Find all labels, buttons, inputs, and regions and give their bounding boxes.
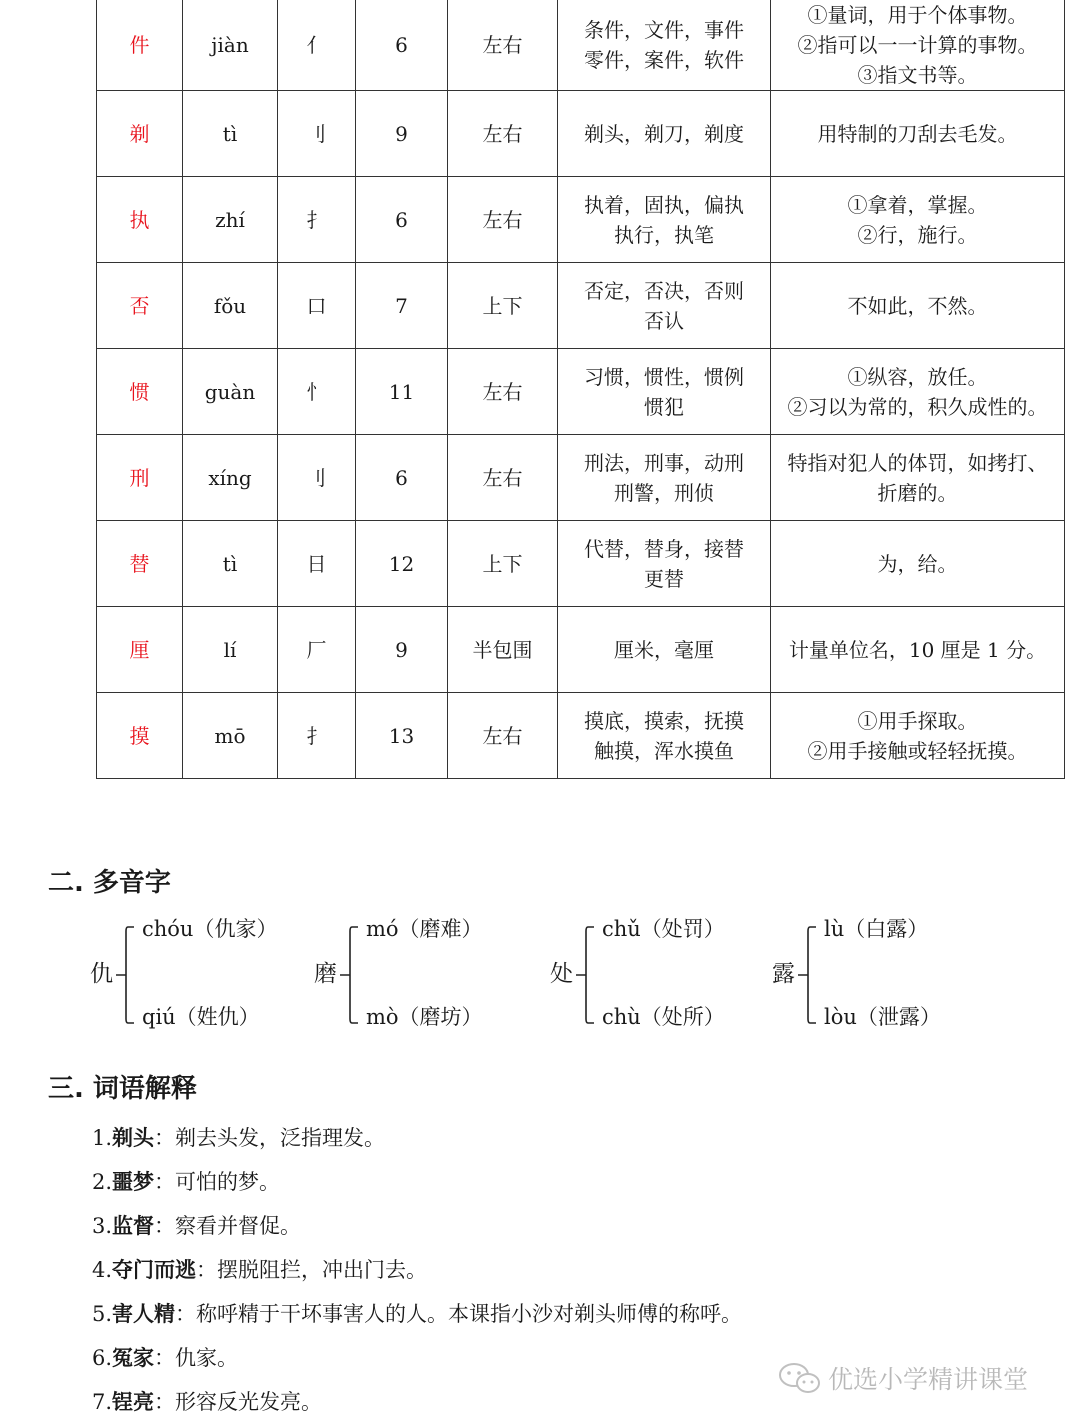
- word-line: 惯犯: [644, 394, 684, 419]
- section-title-vocabulary: 三. 词语解释: [48, 1074, 197, 1104]
- word-line: 代替，替身，接替: [584, 536, 744, 561]
- character-table-body: [97, 0, 1065, 779]
- polyphone-reading-2: mò（磨坊）: [366, 1005, 483, 1029]
- table-row: [97, 521, 1065, 607]
- strokes-cell: 12: [356, 521, 448, 607]
- bracket-icon: [338, 925, 368, 1025]
- word-line: 厘米，毫厘: [614, 637, 714, 662]
- meaning-line: 计量单位名，10 厘是 1 分。: [788, 637, 1047, 662]
- table-row: [97, 349, 1065, 435]
- meaning-line: 为，给。: [877, 551, 958, 576]
- meaning-line: ①用手探取。: [857, 708, 978, 733]
- structure-cell: 半包围: [448, 607, 558, 693]
- words-cell: [558, 607, 771, 693]
- meaning-cell: [771, 0, 1065, 91]
- word-line: 否认: [644, 308, 684, 333]
- structure-cell: 上下: [448, 521, 558, 607]
- radical-cell: 厂: [278, 607, 356, 693]
- char-cell: 执: [97, 177, 183, 263]
- definition-term: 锃亮: [112, 1390, 155, 1414]
- char-cell: 厘: [97, 607, 183, 693]
- definition-text: ：称呼精于干坏事害人的人。本课指小沙对剃头师傅的称呼。: [175, 1302, 743, 1326]
- word-line: 剃头，剃刀，剃度: [584, 121, 744, 146]
- strokes-cell: 11: [356, 349, 448, 435]
- definition-number: 1.: [92, 1126, 113, 1150]
- pinyin-cell: guàn: [183, 349, 278, 435]
- strokes-cell: 9: [356, 607, 448, 693]
- definition-list: [92, 1120, 742, 1428]
- words-cell: [558, 435, 771, 521]
- polyphone-char: 磨: [314, 961, 337, 987]
- meaning-line: ①拿着，掌握。: [847, 192, 988, 217]
- meaning-line: ③指文书等。: [857, 63, 978, 87]
- char-cell: 否: [97, 263, 183, 349]
- polyphone-char: 处: [550, 961, 573, 987]
- polyphone-reading-2: lòu（泄露）: [824, 1005, 941, 1029]
- meaning-line: ②习以为常的，积久成性的。: [787, 394, 1048, 419]
- structure-cell: 左右: [448, 349, 558, 435]
- definition-text: ：形容反光发亮。: [154, 1390, 323, 1414]
- structure-cell: 左右: [448, 693, 558, 779]
- radical-cell: 刂: [278, 91, 356, 177]
- pinyin-cell: jiàn: [183, 0, 278, 91]
- pinyin-cell: fǒu: [183, 263, 278, 349]
- polyphone-reading-1: chǔ（处罚）: [602, 917, 725, 941]
- strokes-cell: 9: [356, 91, 448, 177]
- polyphone-char: 露: [772, 961, 795, 987]
- definition-number: 5.: [92, 1302, 113, 1326]
- structure-cell: 左右: [448, 435, 558, 521]
- word-line: 否定，否决，否则: [584, 278, 744, 303]
- word-line: 零件，案件，软件: [584, 48, 744, 72]
- meaning-cell: [771, 263, 1065, 349]
- definition-text: ：仇家。: [154, 1346, 239, 1370]
- radical-cell: 亻: [278, 0, 356, 91]
- table-row: [97, 0, 1065, 91]
- table-row: [97, 263, 1065, 349]
- definition-item: [92, 1164, 742, 1208]
- radical-cell: 口: [278, 263, 356, 349]
- table-row: [97, 693, 1065, 779]
- word-line: 刑法，刑事，动刑: [584, 450, 744, 475]
- structure-cell: 左右: [448, 91, 558, 177]
- meaning-line: ②指可以一一计算的事物。: [797, 33, 1038, 57]
- meaning-line: 特指对犯人的体罚，如拷打、: [787, 450, 1048, 475]
- pinyin-cell: mō: [183, 693, 278, 779]
- meaning-cell: [771, 521, 1065, 607]
- structure-cell: 上下: [448, 263, 558, 349]
- bracket-icon: [796, 925, 826, 1025]
- meaning-line: 用特制的刀刮去毛发。: [817, 121, 1018, 146]
- meaning-line: ②用手接触或轻轻抚摸。: [807, 738, 1028, 763]
- radical-cell: 忄: [278, 349, 356, 435]
- definition-number: 7.: [92, 1390, 113, 1414]
- meaning-line: ①纵容，放任。: [847, 364, 988, 389]
- definition-item: [92, 1208, 742, 1252]
- definition-item: [92, 1340, 742, 1384]
- word-line: 执着，固执，偏执: [584, 192, 744, 217]
- table-row: [97, 177, 1065, 263]
- definition-number: 6.: [92, 1346, 113, 1370]
- meaning-cell: [771, 435, 1065, 521]
- watermark-text: 优选小学精讲课堂: [828, 1365, 1029, 1394]
- words-cell: [558, 693, 771, 779]
- definition-number: 2.: [92, 1170, 113, 1194]
- definition-number: 3.: [92, 1214, 113, 1238]
- section-title-polyphones: 二. 多音字: [48, 868, 171, 898]
- strokes-cell: 6: [356, 435, 448, 521]
- bracket-icon: [574, 925, 604, 1025]
- word-line: 摸底，摸索，抚摸: [584, 708, 744, 733]
- word-line: 习惯，惯性，惯例: [584, 364, 744, 389]
- word-line: 执行，执笔: [614, 222, 714, 247]
- definition-number: 4.: [92, 1258, 113, 1282]
- definition-term: 监督: [112, 1214, 155, 1238]
- bracket-icon: [114, 925, 144, 1025]
- table-row: [97, 607, 1065, 693]
- words-cell: [558, 91, 771, 177]
- table-row: [97, 91, 1065, 177]
- watermark: [778, 1360, 1028, 1396]
- meaning-line: 不如此，不然。: [847, 293, 988, 318]
- char-cell: 件: [97, 0, 183, 91]
- meaning-cell: [771, 693, 1065, 779]
- polyphone-reading-1: mó（磨难）: [366, 917, 483, 941]
- definition-text: ：察看并督促。: [154, 1214, 302, 1238]
- table-row: [97, 435, 1065, 521]
- polyphone-reading-1: chóu（仇家）: [142, 917, 278, 941]
- words-cell: [558, 349, 771, 435]
- char-cell: 替: [97, 521, 183, 607]
- word-line: 刑警，刑侦: [614, 480, 714, 505]
- character-table: [96, 0, 1065, 779]
- pinyin-cell: lí: [183, 607, 278, 693]
- strokes-cell: 7: [356, 263, 448, 349]
- pinyin-cell: zhí: [183, 177, 278, 263]
- pinyin-cell: tì: [183, 91, 278, 177]
- char-cell: 剃: [97, 91, 183, 177]
- definition-item: [92, 1296, 742, 1340]
- definition-term: 冤家: [112, 1346, 155, 1370]
- meaning-line: ②行，施行。: [857, 222, 978, 247]
- definition-text: ：可怕的梦。: [154, 1170, 281, 1194]
- definition-term: 噩梦: [112, 1170, 155, 1194]
- meaning-cell: [771, 91, 1065, 177]
- meaning-cell: [771, 177, 1065, 263]
- pinyin-cell: tì: [183, 521, 278, 607]
- words-cell: [558, 263, 771, 349]
- strokes-cell: 6: [356, 0, 448, 91]
- definition-text: ：剃去头发，泛指理发。: [154, 1126, 386, 1150]
- words-cell: [558, 521, 771, 607]
- polyphone-reading-2: qiú（姓仇）: [142, 1005, 260, 1029]
- definition-term: 夺门而逃: [112, 1258, 197, 1282]
- pinyin-cell: xíng: [183, 435, 278, 521]
- radical-cell: 日: [278, 521, 356, 607]
- structure-cell: 左右: [448, 0, 558, 91]
- strokes-cell: 6: [356, 177, 448, 263]
- wechat-icon: [778, 1361, 822, 1395]
- words-cell: [558, 0, 771, 91]
- polyphone-reading-1: lù（白露）: [824, 917, 929, 941]
- polyphone-char: 仇: [90, 961, 113, 987]
- meaning-line: 折磨的。: [877, 480, 958, 505]
- definition-item: [92, 1384, 742, 1428]
- polyphone-reading-2: chù（处所）: [602, 1005, 725, 1029]
- char-cell: 摸: [97, 693, 183, 779]
- definition-term: 害人精: [112, 1302, 176, 1326]
- word-line: 触摸，浑水摸鱼: [594, 738, 734, 763]
- meaning-cell: [771, 349, 1065, 435]
- radical-cell: 刂: [278, 435, 356, 521]
- definition-item: [92, 1252, 742, 1296]
- char-cell: 刑: [97, 435, 183, 521]
- word-line: 更替: [644, 566, 684, 591]
- meaning-line: ①量词，用于个体事物。: [807, 3, 1028, 27]
- definition-item: [92, 1120, 742, 1164]
- meaning-cell: [771, 607, 1065, 693]
- definition-term: 剃头: [112, 1126, 155, 1150]
- word-line: 条件，文件，事件: [584, 18, 744, 42]
- char-cell: 惯: [97, 349, 183, 435]
- radical-cell: 扌: [278, 177, 356, 263]
- structure-cell: 左右: [448, 177, 558, 263]
- radical-cell: 扌: [278, 693, 356, 779]
- definition-text: ：摆脱阻拦，冲出门去。: [196, 1258, 428, 1282]
- words-cell: [558, 177, 771, 263]
- strokes-cell: 13: [356, 693, 448, 779]
